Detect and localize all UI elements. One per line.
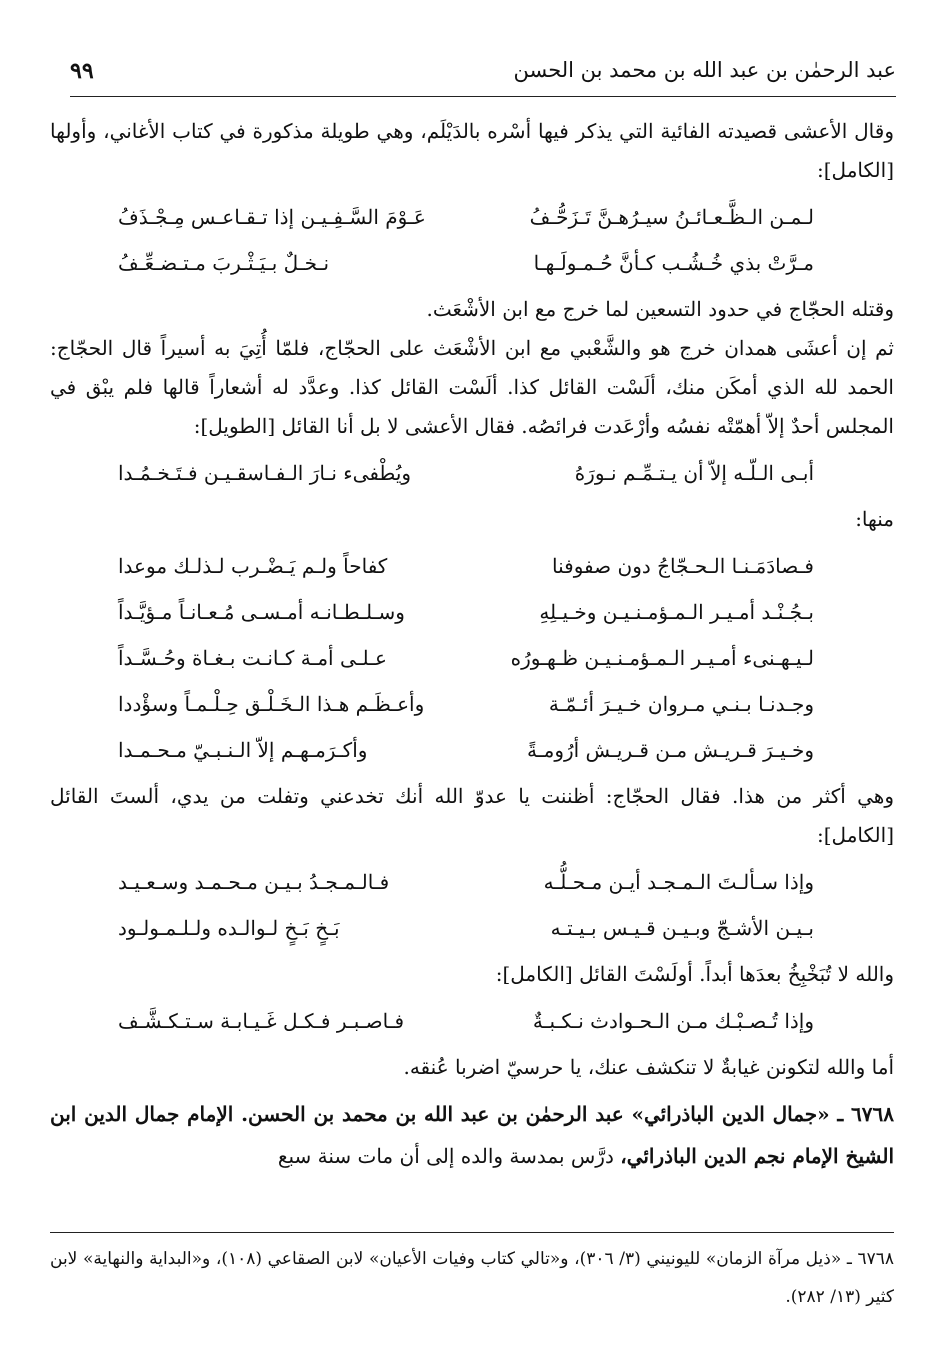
first-hemistich: وإذا تُـصـبْـك مـن الـحـوادث نـكـبـةٌ (532, 1009, 814, 1033)
footnote: ٦٧٦٨ ـ «ذيل مرآة الزمان» لليونيني (٣/ ٣٠٦)، و«تالي كتاب وفيات الأعيان» لابن الصقاعي (١٠٨)، و«البداية والنهاية» لابن كثير (١٣/ ٢٨٢). (50, 1249, 895, 1307)
verse-line (50, 635, 894, 681)
poem-2 (50, 450, 894, 496)
second-hemistich: وأكـرَمـهـم إلاّ الـنـبـيّ مـحـمـدا (118, 738, 368, 762)
first-hemistich: بـجُـنْـد أمـيـر الـمـؤمـنـيـن وخـيـلِهِ (539, 600, 814, 624)
second-hemistich: كفاحاً ولـم يَـضْـرب لـذلـك موعدا (118, 554, 388, 578)
page-header (70, 50, 896, 97)
entry-heading: ٦٧٦٨ ـ «جمال الدين الباذرائي» عبد الرحمٰن بن عبد الله بن محمد بن الحسن. الإمام جمال الدين ابن الشيخ الإمام نجم الدين الباذرائي، (50, 1102, 894, 1168)
paragraph-3: ثم إن أعشَى همدان خرج هو والشَّعْبي مع ابن الأشْعَث على الحجّاج، فلمّا أُتِيَ به أسيراً قال الحجّاج: الحمد لله الذي أمكَن منك، ألَسْت القائل كذا. ألَسْت القائل كذا. وعدَّد له أشعاراً قالها فلم يبْق في المجلس أحدٌ إلاّ أهمّتْه نفسُه وأرْعَدت فرائصُه. فقال الأعشى لا بل أنا القائل [الطويل]: (50, 336, 894, 438)
verse-line (50, 998, 894, 1044)
paragraph-7: أما والله لتكونن غيابةٌ لا تنكشف عنك، يا حرسيّ اضربا عُنقه. (403, 1055, 894, 1079)
first-hemistich: وإذا سـألـتَ الـمـجـد أيـن مـحـلُّـه (543, 870, 814, 894)
footnote-divider (50, 1232, 894, 1233)
verse-line (50, 589, 894, 635)
running-title: عبد الرحمٰن بن عبد الله بن محمد بن الحسن (513, 58, 896, 82)
verse-line (50, 681, 894, 727)
second-hemistich: نـخـلٌ بـيَـثْـربَ مـتـضـعِّـفُ (118, 251, 330, 275)
paragraph-6: والله لا تُبَخْبِخُ بعدَها أبداً. أولَسْتَ القائل [الكامل]: (495, 962, 894, 986)
second-hemistich: بَـخٍ بَـخٍ لـوالـده ولـلـمـولـود (118, 916, 340, 940)
paragraph-4: منها: (855, 507, 894, 531)
second-hemistich: ويُطْفىء نـارَ الـفـاسقـيـن فـتَـخـمُـدا (118, 461, 412, 485)
second-hemistich: عَـوْمَ السَّـفِـيـن إذا تـقـاعـس مِـجْـذَفُ (118, 205, 426, 229)
biography-entry (50, 1093, 894, 1177)
first-hemistich: لـمـن الـظَّـعـائـنُ سيـرُهـنَّ تَـزَحُّـفُ (529, 205, 814, 229)
first-hemistich: فـصادَمَـنـا الـحـجّاجُ دون صفوفنا (552, 554, 814, 578)
verse-line (50, 450, 894, 496)
verse-line (50, 543, 894, 589)
second-hemistich: فـالـمـجـدُ بـيـن مـحـمـد وسـعـيـد (118, 870, 390, 894)
verse-line (50, 194, 894, 240)
verse-line (50, 859, 894, 905)
first-hemistich: مـرَّتْ بذي خُـشُـب كـأنَّ حُـمـولَـهـا (533, 251, 814, 275)
first-hemistich: لـيـهـنىء أمـيـر الـمـؤمـنـيـن ظـهـورُه (510, 646, 814, 670)
first-hemistich: وجـدنـا بـنـي مـروان خـيـرَ أئـمّـة (548, 692, 814, 716)
first-hemistich: أبـى الـلّـه إلاّ أن يـتـمِّـم نـورَهُ (574, 461, 814, 485)
verse-line (50, 240, 894, 286)
second-hemistich: وسـلـطـانـه أمـسـى مُـعـانـاً مـؤيَّـداً (118, 600, 405, 624)
paragraph-2: وقتله الحجّاج في حدود التسعين لما خرج مع ابن الأشْعَث. (426, 297, 894, 321)
first-hemistich: بـيـن الأشـجّ وبـيـن قـيـس بـيـتـه (550, 916, 814, 940)
poem-5 (50, 998, 894, 1044)
paragraph-1: وقال الأعشى قصيدته الفائية التي يذكر فيها أسْره بالدَيْلَم، وهي طويلة مذكورة في كتاب الأغاني، وأولها [الكامل]: (50, 119, 894, 182)
second-hemistich: عـلـى أمـة كـانـت بـغـاة وحُـسَّـداً (118, 646, 387, 670)
poem-3 (50, 543, 894, 773)
entry-text: درَّس بمدسة والده إلى أن مات سنة سبع (277, 1144, 621, 1168)
paragraph-5: وهي أكثر من هذا. فقال الحجّاج: أظننت يا عدوّ الله أنك تخدعني وتفلت من يدي، ألستَ القائل [الكامل]: (50, 784, 894, 847)
second-hemistich: وأعـظَـم هـذا الـخَـلْـق حِـلْـمـاً وسؤْددا (118, 692, 425, 716)
verse-line (50, 905, 894, 951)
verse-line (50, 727, 894, 773)
first-hemistich: وخـيـرَ قـريـش مـن قـريـش أرُومـةً (527, 738, 814, 762)
poem-1 (50, 194, 894, 286)
page-body (50, 112, 894, 1177)
page-number: ٩٩ (70, 58, 94, 84)
poem-4 (50, 859, 894, 951)
second-hemistich: فـاصـبـر فـكـل غَـيـابـة سـتـكـشَّـف (118, 1009, 405, 1033)
